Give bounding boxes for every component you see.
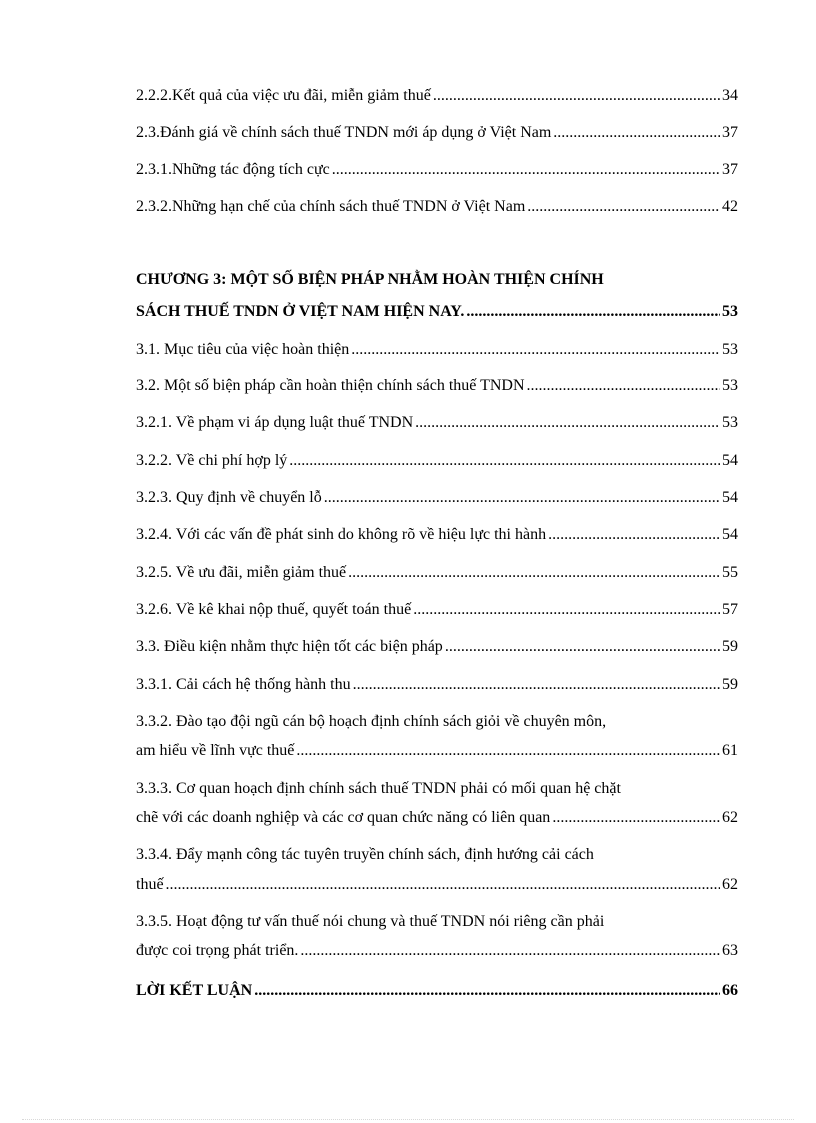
- dot-leader: [324, 488, 720, 508]
- dot-leader: [433, 86, 720, 106]
- toc-entry-page: 54: [722, 452, 738, 469]
- toc-entry: [136, 451, 738, 471]
- toc-entry-title: 2.3.Đánh giá về chính sách thuế TNDN mới áp dụng ở Việt Nam: [136, 124, 552, 141]
- toc-entry: [136, 160, 738, 180]
- toc-entry: [136, 637, 738, 657]
- toc-entry-page: 57: [722, 601, 738, 618]
- toc-entry: [136, 197, 738, 217]
- toc-entry-title: 3.2.6. Về kê khai nộp thuế, quyết toán thuế: [136, 601, 412, 618]
- toc-entry: [136, 123, 738, 143]
- toc-entry: [136, 600, 738, 620]
- chapter-heading-line1: CHƯƠNG 3: MỘT SỐ BIỆN PHÁP NHẰM HOÀN THIỆN CHÍNH: [136, 271, 604, 288]
- toc-entry-title-line2: thuế: [136, 876, 164, 893]
- toc-entry-title: 3.1. Mục tiêu của việc hoàn thiện: [136, 341, 350, 358]
- toc-entry-title: 3.2.1. Về phạm vi áp dụng luật thuế TNDN: [136, 414, 414, 431]
- dot-leader: [413, 600, 720, 620]
- toc-entry-title: 3.2.5. Về ưu đãi, miễn giảm thuế: [136, 564, 347, 581]
- dot-leader: [466, 302, 720, 322]
- toc-entry-page: 63: [722, 942, 738, 959]
- toc-entry-title-line1: 3.3.4. Đẩy mạnh công tác tuyên truyền chính sách, định hướng cải cách: [136, 846, 594, 863]
- toc-entry-page: 61: [722, 742, 738, 759]
- toc-entry: [136, 413, 738, 433]
- toc-entry: [136, 488, 738, 508]
- toc-entry: [136, 376, 738, 396]
- toc-entry: [136, 563, 738, 583]
- toc-entry-title: 3.2.2. Về chi phí hợp lý: [136, 452, 288, 469]
- dot-leader: [296, 741, 720, 761]
- toc-entry-title: 3.3.1. Cải cách hệ thống hành thu: [136, 676, 351, 693]
- dot-leader: [553, 123, 720, 143]
- toc-entry-page: 53: [722, 377, 738, 394]
- chapter-heading-page: 53: [722, 303, 738, 320]
- toc-entry-page: 54: [722, 526, 738, 543]
- toc-entry-title: 3.2. Một số biện pháp cần hoàn thiện chính sách thuế TNDN: [136, 377, 525, 394]
- toc-entry-page: 37: [722, 124, 738, 141]
- dot-leader: [300, 941, 720, 961]
- toc-entry-title: 3.2.3. Quy định về chuyển lỗ: [136, 489, 322, 506]
- toc-entry-title: 3.3. Điều kiện nhằm thực hiện tốt các biện pháp: [136, 638, 443, 655]
- chapter-heading-line2: SÁCH THUẾ TNDN Ở VIỆT NAM HIỆN NAY.: [136, 303, 465, 320]
- toc-entry-page: 59: [722, 676, 738, 693]
- toc-entry: [136, 675, 738, 695]
- toc-entry-title: 3.2.4. Với các vấn đề phát sinh do không rõ về hiệu lực thi hành: [136, 526, 547, 543]
- toc-entry-title-line1: 3.3.5. Hoạt động tư vấn thuế nói chung và thuế TNDN nói riêng cần phải: [136, 913, 605, 930]
- dot-leader: [332, 160, 720, 180]
- toc-entry-page: 55: [722, 564, 738, 581]
- toc-entry: [136, 808, 738, 828]
- toc-entry: [136, 86, 738, 106]
- toc-entry: [136, 340, 738, 360]
- toc-entry-title-line2: được coi trọng phát triển.: [136, 942, 299, 959]
- toc-entry: [136, 741, 738, 761]
- toc-entry: [136, 941, 738, 961]
- dot-leader: [548, 525, 720, 545]
- dot-leader: [445, 637, 720, 657]
- dot-leader: [166, 875, 720, 895]
- toc-entry-title: 2.2.2.Kết quả của việc ưu đãi, miễn giảm thuế: [136, 87, 431, 104]
- toc-entry: [136, 525, 738, 545]
- toc-entry-page: 59: [722, 638, 738, 655]
- toc-entry-page: 62: [722, 809, 738, 826]
- toc-conclusion-page: 66: [722, 982, 738, 999]
- chapter-heading: [136, 302, 738, 322]
- toc-entry-page: 42: [722, 198, 738, 215]
- page-bottom-divider: [22, 1119, 794, 1120]
- toc-conclusion-title: LỜI KẾT LUẬN: [136, 982, 253, 999]
- toc-entry-title-line2: chẽ với các doanh nghiệp và các cơ quan chức năng có liên quan: [136, 809, 551, 826]
- toc-entry-page: 37: [722, 161, 738, 178]
- dot-leader: [552, 808, 720, 828]
- toc-entry-title-line1: 3.3.3. Cơ quan hoạch định chính sách thuế TNDN phải có mối quan hệ chặt: [136, 780, 621, 797]
- dot-leader: [289, 451, 720, 471]
- toc-conclusion: [136, 981, 738, 1001]
- dot-leader: [254, 981, 720, 1001]
- toc-entry-title: 2.3.1.Những tác động tích cực: [136, 161, 330, 178]
- dot-leader: [415, 413, 720, 433]
- toc-entry-title-line2: am hiểu về lĩnh vực thuế: [136, 742, 295, 759]
- dot-leader: [348, 563, 720, 583]
- toc-entry-page: 53: [722, 341, 738, 358]
- toc-entry: [136, 875, 738, 895]
- toc-entry-title: 2.3.2.Những hạn chế của chính sách thuế TNDN ở Việt Nam: [136, 198, 526, 215]
- dot-leader: [527, 197, 720, 217]
- dot-leader: [353, 675, 720, 695]
- toc-entry-title-line1: 3.3.2. Đào tạo đội ngũ cán bộ hoạch định chính sách giỏi về chuyên môn,: [136, 713, 607, 730]
- toc-entry-page: 53: [722, 414, 738, 431]
- toc-entry-page: 34: [722, 87, 738, 104]
- toc-entry-page: 54: [722, 489, 738, 506]
- toc-entry-page: 62: [722, 876, 738, 893]
- dot-leader: [351, 340, 720, 360]
- dot-leader: [527, 376, 720, 396]
